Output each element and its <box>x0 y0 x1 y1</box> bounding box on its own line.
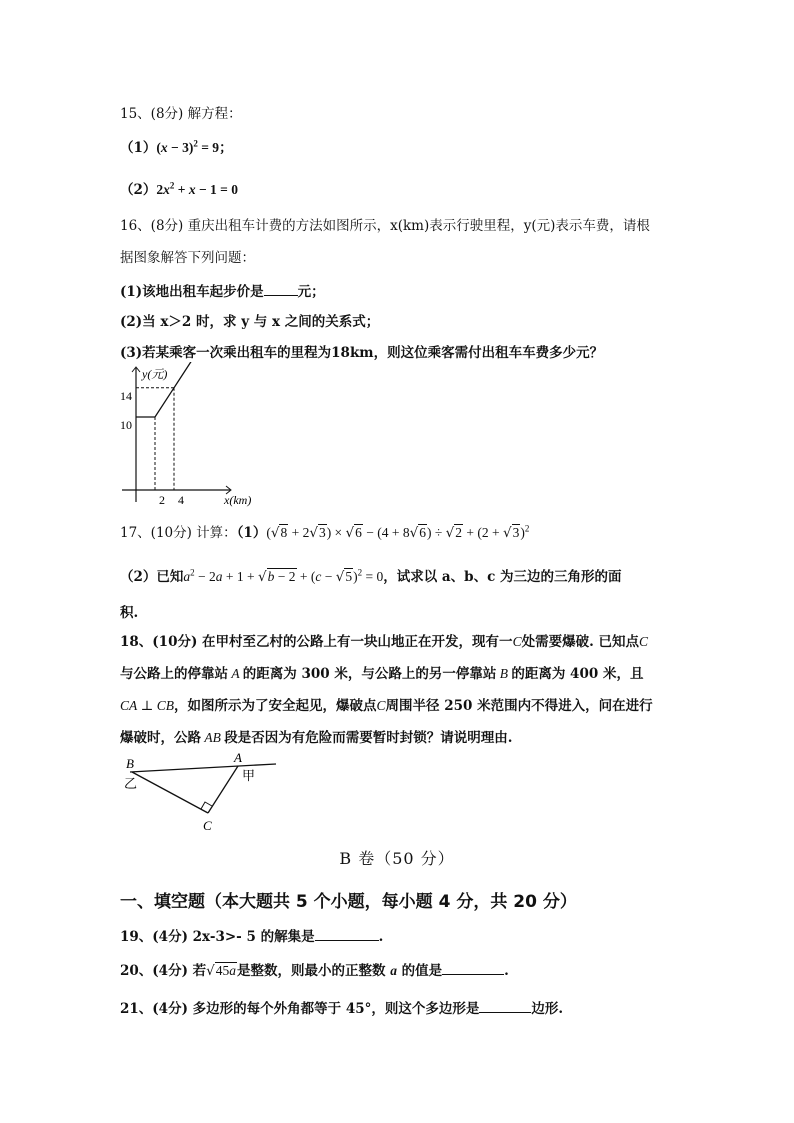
q15-part1: $(1)(x - 3)^2 = 9$； <box>120 138 233 156</box>
answer-blank <box>442 960 504 975</box>
segment-AC <box>208 766 238 813</box>
q16-line1: 16、(8分) 重庆出租车计费的方法如图所示，x(km)表示行驶里程，y(元)表示车费，请根 <box>120 218 650 234</box>
q19-text: 19、(4分) 2x-3>- 5 的解集是 <box>120 929 315 945</box>
right-angle-mark <box>201 802 212 809</box>
q15-header: 15、(8分) 解方程： <box>120 106 242 122</box>
part-one-title: 一、填空题（本大题共 5 个小题，每小题 4 分，共 20 分） <box>120 892 577 912</box>
q18-line3-a: ，如图所示为了安全起见，爆破点 <box>173 698 377 714</box>
answer-blank <box>264 281 298 296</box>
q20-tail: . <box>504 963 509 979</box>
q19-tail: . <box>378 929 384 945</box>
label-yi: 乙 <box>124 777 138 792</box>
q21-text: 21、(4分) 多边形的每个外角都等于 45°，则这个多边形是 <box>120 1001 480 1017</box>
y-tick-14: 14 <box>120 389 132 403</box>
label-B: B <box>126 756 134 771</box>
x-tick-2: 2 <box>159 493 165 507</box>
x-tick-4: 4 <box>178 493 184 507</box>
fare-graph <box>120 362 270 510</box>
label-C: C <box>203 818 212 833</box>
q20-mid2: 的值是 <box>401 963 443 979</box>
q20-variable: a <box>390 963 397 978</box>
q17-line1 <box>120 523 529 543</box>
q18-line4: 爆破时，公路 AB 段是否因为有危险而需要暂时封锁？请说明理由. <box>120 730 513 746</box>
q16-line2: 据图象解答下列问题： <box>120 250 255 266</box>
label-A: A <box>234 750 242 765</box>
q19 <box>120 926 383 947</box>
q17-part2-label: （2）已知 <box>120 569 184 585</box>
q15-part1-tail: ； <box>219 140 233 156</box>
segment-BC <box>132 772 208 813</box>
q16-sub2: (2)当 x＞2 时，求 y 与 x 之间的关系式； <box>120 314 380 330</box>
q18-line2-a: 与公路上的停靠站 <box>120 666 228 682</box>
q17-condition: $a^2 - 2a + 1 + √b - 2 + (c - √5)^2 = 0$ <box>183 567 384 585</box>
q18-line4-a: 爆破时，公路 <box>120 730 201 746</box>
q18-line2-c: 的距离为 400 米，且 <box>511 666 644 682</box>
q17-part1-label: （1） <box>236 525 267 541</box>
q20-mid: 是整数，则最小的正整数 <box>237 963 386 979</box>
q17-header: 17、(10分) 计算： <box>120 525 237 541</box>
q15-part1-label: （1） <box>120 140 157 156</box>
answer-blank <box>479 998 531 1013</box>
q18-line2: 与公路上的停靠站 A 的距离为 300 米，与公路上的另一停靠站 B 的距离为 400 米，且 <box>120 666 644 682</box>
q15-part2: $(2)2x^2 + x - 1 = 0$ <box>120 180 238 198</box>
q17-line2 <box>120 567 622 587</box>
q18-line1-text: 18、(10分) 在甲村至乙村的公路上有一块山地正在开发，现有一 <box>120 634 513 650</box>
label-jia: 甲 <box>242 769 256 784</box>
q16-sub1-unit: 元； <box>297 284 325 300</box>
q15-part2-label: （2） <box>120 182 157 198</box>
y-axis-label: y(元) <box>142 367 168 381</box>
q20: 20、(4分) 若√45a是整数，则最小的正整数 a 的值是 . <box>120 960 509 981</box>
q17-expression: $(√8 + 2√3) \times √6 - (4 + 8√6) \div √2 + (2 + √3)^2$ <box>266 523 530 541</box>
x-axis-label: x(km) <box>224 493 252 507</box>
road-triangle-figure <box>118 750 288 836</box>
section-b-title: B 卷（50 分） <box>339 849 455 868</box>
q17-part2-text: ，试求以 a、b、c 为三边的三角形的面 <box>383 569 622 585</box>
q16-sub3: (3)若某乘客一次乘出租车的里程为18km，则这位乘客需付出租车车费多少元？ <box>120 345 604 361</box>
q17-line3: 积. <box>120 605 139 621</box>
q21 <box>120 998 563 1019</box>
q16-sub1 <box>120 281 325 302</box>
q18-line3-b: 周围半径 250 米范围内不得进入，问在进行 <box>385 698 653 714</box>
q18-line1-tail: 处需要爆破. 已知点 <box>521 634 639 650</box>
q18-line1: 18、(10分) 在甲村至乙村的公路上有一块山地正在开发，现有一C处需要爆破. 已知点C <box>120 634 648 650</box>
y-tick-10: 10 <box>120 418 132 432</box>
q18-line3: CA ⊥ CB，如图所示为了安全起见，爆破点C周围半径 250 米范围内不得进入，问在进行 <box>120 698 653 714</box>
q20-text: 20、(4分) 若 <box>120 963 207 979</box>
q21-tail: 边形. <box>531 1001 564 1017</box>
q18-line2-b: 的距离为 300 米，与公路上的另一停靠站 <box>242 666 497 682</box>
q16-sub1-text: (1)该地出租车起步价是 <box>120 284 264 300</box>
answer-blank <box>315 926 379 941</box>
q18-line4-b: 段是否因为有危险而需要暂时封锁？请说明理由. <box>224 730 513 746</box>
